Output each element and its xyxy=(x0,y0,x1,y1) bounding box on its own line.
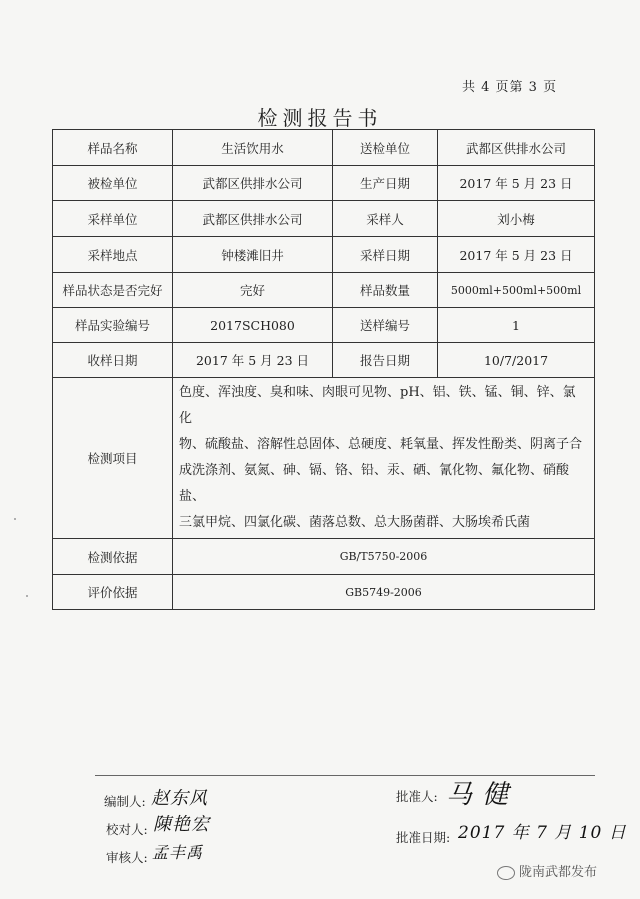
value-report-date: 10/7/2017 xyxy=(438,343,595,378)
label-sampling-date: 采样日期 xyxy=(333,237,438,273)
value-sampling-location: 钟楼滩旧井 xyxy=(173,237,333,273)
label-sampler: 采样人 xyxy=(333,201,438,237)
label-lab-number: 样品实验编号 xyxy=(53,308,173,343)
approver-signature: 马 健 xyxy=(446,780,510,810)
label-evaluation-basis: 评价依据 xyxy=(53,575,173,610)
value-sample-quantity: 5000ml+500ml+500ml xyxy=(438,273,595,308)
table-row xyxy=(53,575,595,610)
watermark xyxy=(497,861,597,880)
label-test-basis: 检测依据 xyxy=(53,539,173,575)
table-row xyxy=(53,273,595,308)
approver-label: 批准人: xyxy=(396,789,438,804)
value-test-items xyxy=(173,378,595,539)
table-row xyxy=(53,343,595,378)
label-report-date: 报告日期 xyxy=(333,343,438,378)
label-sample-name: 样品名称 xyxy=(53,130,173,166)
value-production-date: 2017 年 5 月 23 日 xyxy=(438,166,595,201)
label-submitting-unit: 送检单位 xyxy=(333,130,438,166)
label-production-date: 生产日期 xyxy=(333,166,438,201)
test-items-line: 成洗涤剂、氨氮、砷、镉、铬、铅、汞、硒、氰化物、氟化物、硝酸盐、 xyxy=(179,463,570,504)
value-sampling-date: 2017 年 5 月 23 日 xyxy=(438,237,595,273)
label-sample-quantity: 样品数量 xyxy=(333,273,438,308)
approval-date-value: 2017 年 7 月 10 日 xyxy=(458,823,627,843)
test-items-line: 物、硫酸盐、溶解性总固体、总硬度、耗氧量、挥发性酚类、阴离子合 xyxy=(179,437,583,452)
table-row xyxy=(53,308,595,343)
value-lab-number: 2017SCH080 xyxy=(173,308,333,343)
value-evaluation-basis: GB5749-2006 xyxy=(173,575,595,610)
table-row xyxy=(53,237,595,273)
test-items-line: 三氯甲烷、四氯化碳、菌落总数、总大肠菌群、大肠埃希氏菌 xyxy=(179,515,531,530)
report-table xyxy=(52,129,595,610)
checker-signature: 陳艳宏 xyxy=(153,814,210,835)
value-inspected-unit: 武都区供排水公司 xyxy=(173,166,333,201)
approval-date-label: 批准日期: xyxy=(396,830,451,845)
value-sampling-unit: 武都区供排水公司 xyxy=(173,201,333,237)
table-row xyxy=(53,201,595,237)
wechat-icon xyxy=(497,866,515,880)
value-submission-number: 1 xyxy=(438,308,595,343)
label-sample-condition: 样品状态是否完好 xyxy=(53,273,173,308)
watermark-text: 陇南武都发布 xyxy=(519,865,598,880)
value-submitting-unit: 武都区供排水公司 xyxy=(438,130,595,166)
table-row xyxy=(53,130,595,166)
value-sample-condition: 完好 xyxy=(173,273,333,308)
label-inspected-unit: 被检单位 xyxy=(53,166,173,201)
test-items-line: 色度、浑浊度、臭和味、肉眼可见物、pH、铝、铁、锰、铜、锌、氯化 xyxy=(179,385,576,426)
reviewer-label: 审核人: xyxy=(106,850,148,865)
value-sampler: 刘小梅 xyxy=(438,201,595,237)
table-row xyxy=(53,539,595,575)
value-sample-name: 生活饮用水 xyxy=(173,130,333,166)
label-test-items: 检测项目 xyxy=(53,378,173,539)
table-row xyxy=(53,166,595,201)
label-sampling-location: 采样地点 xyxy=(53,237,173,273)
label-receipt-date: 收样日期 xyxy=(53,343,173,378)
scan-speck xyxy=(26,595,28,597)
report-title: 检测报告书 xyxy=(257,106,383,130)
label-submission-number: 送样编号 xyxy=(333,308,438,343)
reviewer-signature: 孟丰禹 xyxy=(152,843,204,862)
label-sampling-unit: 采样单位 xyxy=(53,201,173,237)
page-indicator: 共 4 页第 3 页 xyxy=(462,80,558,95)
checker-label: 校对人: xyxy=(106,822,148,837)
signature-divider xyxy=(95,775,595,776)
editor-label: 编制人: xyxy=(104,794,146,809)
table-row xyxy=(53,378,595,539)
editor-signature: 赵东风 xyxy=(151,788,208,809)
value-test-basis: GB/T5750-2006 xyxy=(173,539,595,575)
value-receipt-date: 2017 年 5 月 23 日 xyxy=(173,343,333,378)
scan-speck xyxy=(14,518,16,520)
